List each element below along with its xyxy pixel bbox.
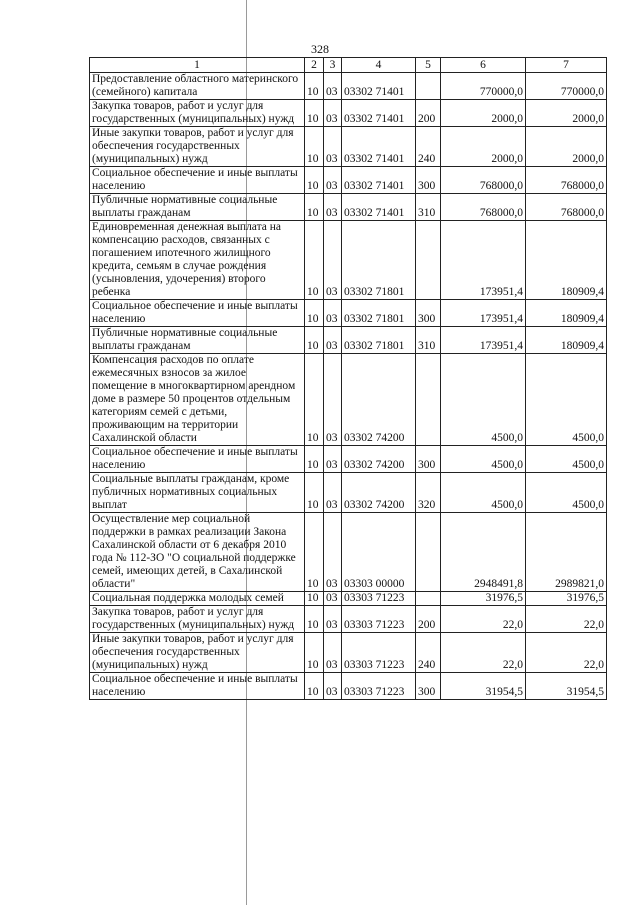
row-subsection: 03 bbox=[324, 354, 342, 446]
table-row bbox=[90, 592, 607, 606]
row-amount-year-1: 4500,0 bbox=[441, 354, 526, 446]
row-amount-year-2: 4500,0 bbox=[526, 354, 607, 446]
row-amount-year-2: 4500,0 bbox=[526, 473, 607, 513]
row-amount-year-2: 180909,4 bbox=[526, 300, 607, 327]
row-target-article: 03303 71223 bbox=[342, 633, 416, 673]
header-col-7: 7 bbox=[526, 58, 607, 73]
row-section: 10 bbox=[305, 73, 324, 100]
row-subsection: 03 bbox=[324, 300, 342, 327]
row-subsection: 03 bbox=[324, 100, 342, 127]
row-amount-year-2: 22,0 bbox=[526, 606, 607, 633]
row-name: Закупка товаров, работ и услуг для государственных (муниципальных) нужд bbox=[90, 100, 305, 127]
row-section: 10 bbox=[305, 167, 324, 194]
row-subsection: 03 bbox=[324, 127, 342, 167]
table-row bbox=[90, 473, 607, 513]
row-section: 10 bbox=[305, 513, 324, 592]
row-name: Иные закупки товаров, работ и услуг для обеспечения государственных (муниципальных) нужд bbox=[90, 127, 305, 167]
row-expense-type: 310 bbox=[416, 327, 441, 354]
row-name: Социальное обеспечение и иные выплаты населению bbox=[90, 167, 305, 194]
row-amount-year-1: 31954,5 bbox=[441, 673, 526, 700]
row-target-article: 03302 71401 bbox=[342, 194, 416, 221]
row-subsection: 03 bbox=[324, 73, 342, 100]
row-amount-year-2: 768000,0 bbox=[526, 194, 607, 221]
row-expense-type: 300 bbox=[416, 167, 441, 194]
page-number: 328 bbox=[311, 42, 329, 56]
table-row bbox=[90, 354, 607, 446]
row-target-article: 03302 74200 bbox=[342, 473, 416, 513]
table-row bbox=[90, 221, 607, 300]
row-name: Единовременная денежная выплата на компенсацию расходов, связанных с погашением ипотечного жилищного кредита, семьям в случае рождения (усыновления, удочерения) второго ребенка bbox=[90, 221, 305, 300]
row-expense-type bbox=[416, 513, 441, 592]
row-amount-year-1: 2000,0 bbox=[441, 127, 526, 167]
row-amount-year-1: 770000,0 bbox=[441, 73, 526, 100]
row-name: Осуществление мер социальной поддержки в рамках реализации Закона Сахалинской области от 6 декабря 2010 года № 112-ЗО "О социальной поддержке семей, имеющих детей, в Сахалинской области" bbox=[90, 513, 305, 592]
row-amount-year-1: 22,0 bbox=[441, 633, 526, 673]
row-amount-year-1: 173951,4 bbox=[441, 221, 526, 300]
row-amount-year-2: 2000,0 bbox=[526, 127, 607, 167]
row-name: Предоставление областного материнского (семейного) капитала bbox=[90, 73, 305, 100]
row-target-article: 03303 00000 bbox=[342, 513, 416, 592]
row-name: Закупка товаров, работ и услуг для государственных (муниципальных) нужд bbox=[90, 606, 305, 633]
table-row bbox=[90, 327, 607, 354]
row-subsection: 03 bbox=[324, 606, 342, 633]
row-amount-year-2: 2989821,0 bbox=[526, 513, 607, 592]
row-amount-year-1: 2948491,8 bbox=[441, 513, 526, 592]
row-target-article: 03302 71401 bbox=[342, 73, 416, 100]
row-target-article: 03302 71401 bbox=[342, 100, 416, 127]
row-expense-type: 240 bbox=[416, 127, 441, 167]
table-row bbox=[90, 446, 607, 473]
row-name: Иные закупки товаров, работ и услуг для обеспечения государственных (муниципальных) нужд bbox=[90, 633, 305, 673]
row-amount-year-2: 2000,0 bbox=[526, 100, 607, 127]
header-row bbox=[90, 58, 607, 73]
row-name: Социальное обеспечение и иные выплаты населению bbox=[90, 300, 305, 327]
row-expense-type: 240 bbox=[416, 633, 441, 673]
row-target-article: 03302 74200 bbox=[342, 446, 416, 473]
row-expense-type bbox=[416, 73, 441, 100]
table-row bbox=[90, 194, 607, 221]
row-amount-year-1: 4500,0 bbox=[441, 446, 526, 473]
table-row bbox=[90, 167, 607, 194]
row-amount-year-2: 4500,0 bbox=[526, 446, 607, 473]
row-section: 10 bbox=[305, 473, 324, 513]
header-col-2: 2 bbox=[305, 58, 324, 73]
row-name: Социальное обеспечение и иные выплаты населению bbox=[90, 446, 305, 473]
row-target-article: 03302 71801 bbox=[342, 300, 416, 327]
table-row bbox=[90, 300, 607, 327]
row-target-article: 03302 71801 bbox=[342, 221, 416, 300]
row-expense-type bbox=[416, 354, 441, 446]
row-section: 10 bbox=[305, 127, 324, 167]
row-target-article: 03302 74200 bbox=[342, 354, 416, 446]
row-expense-type: 300 bbox=[416, 673, 441, 700]
header-col-4: 4 bbox=[342, 58, 416, 73]
row-subsection: 03 bbox=[324, 513, 342, 592]
row-amount-year-2: 180909,4 bbox=[526, 221, 607, 300]
row-section: 10 bbox=[305, 194, 324, 221]
table-row bbox=[90, 673, 607, 700]
row-amount-year-2: 22,0 bbox=[526, 633, 607, 673]
row-expense-type: 320 bbox=[416, 473, 441, 513]
row-name: Социальная поддержка молодых семей bbox=[90, 592, 305, 606]
header-col-1: 1 bbox=[90, 58, 305, 73]
table-row bbox=[90, 606, 607, 633]
row-expense-type: 200 bbox=[416, 606, 441, 633]
row-amount-year-2: 770000,0 bbox=[526, 73, 607, 100]
row-name: Социальные выплаты гражданам, кроме публичных нормативных социальных выплат bbox=[90, 473, 305, 513]
row-section: 10 bbox=[305, 100, 324, 127]
row-amount-year-1: 31976,5 bbox=[441, 592, 526, 606]
row-amount-year-1: 768000,0 bbox=[441, 167, 526, 194]
table-row bbox=[90, 100, 607, 127]
row-expense-type bbox=[416, 592, 441, 606]
row-subsection: 03 bbox=[324, 221, 342, 300]
row-name: Компенсация расходов по оплате ежемесячных взносов за жилое помещение в многоквартирном арендном доме в размере 50 процентов отдельным категориям семей с детьми, проживающим на территории Сахалинской области bbox=[90, 354, 305, 446]
row-subsection: 03 bbox=[324, 473, 342, 513]
row-amount-year-2: 31954,5 bbox=[526, 673, 607, 700]
row-amount-year-2: 180909,4 bbox=[526, 327, 607, 354]
row-name: Социальное обеспечение и иные выплаты населению bbox=[90, 673, 305, 700]
row-expense-type: 300 bbox=[416, 300, 441, 327]
table-row bbox=[90, 633, 607, 673]
row-subsection: 03 bbox=[324, 446, 342, 473]
row-target-article: 03302 71801 bbox=[342, 327, 416, 354]
row-section: 10 bbox=[305, 446, 324, 473]
row-subsection: 03 bbox=[324, 194, 342, 221]
row-target-article: 03303 71223 bbox=[342, 673, 416, 700]
row-section: 10 bbox=[305, 327, 324, 354]
table-row bbox=[90, 513, 607, 592]
row-amount-year-1: 173951,4 bbox=[441, 327, 526, 354]
row-section: 10 bbox=[305, 673, 324, 700]
row-target-article: 03302 71401 bbox=[342, 127, 416, 167]
row-target-article: 03303 71223 bbox=[342, 592, 416, 606]
row-target-article: 03303 71223 bbox=[342, 606, 416, 633]
budget-table bbox=[89, 57, 607, 700]
row-amount-year-1: 2000,0 bbox=[441, 100, 526, 127]
row-subsection: 03 bbox=[324, 633, 342, 673]
header-col-5: 5 bbox=[416, 58, 441, 73]
row-amount-year-1: 768000,0 bbox=[441, 194, 526, 221]
row-section: 10 bbox=[305, 354, 324, 446]
row-expense-type: 200 bbox=[416, 100, 441, 127]
row-target-article: 03302 71401 bbox=[342, 167, 416, 194]
header-col-3: 3 bbox=[324, 58, 342, 73]
row-expense-type: 300 bbox=[416, 446, 441, 473]
row-subsection: 03 bbox=[324, 673, 342, 700]
row-amount-year-1: 22,0 bbox=[441, 606, 526, 633]
row-section: 10 bbox=[305, 633, 324, 673]
row-section: 10 bbox=[305, 592, 324, 606]
row-expense-type: 310 bbox=[416, 194, 441, 221]
row-amount-year-2: 31976,5 bbox=[526, 592, 607, 606]
row-name: Публичные нормативные социальные выплаты гражданам bbox=[90, 194, 305, 221]
row-section: 10 bbox=[305, 300, 324, 327]
row-amount-year-2: 768000,0 bbox=[526, 167, 607, 194]
header-col-6: 6 bbox=[441, 58, 526, 73]
table-row bbox=[90, 127, 607, 167]
row-section: 10 bbox=[305, 606, 324, 633]
row-expense-type bbox=[416, 221, 441, 300]
row-amount-year-1: 4500,0 bbox=[441, 473, 526, 513]
row-subsection: 03 bbox=[324, 592, 342, 606]
table-row bbox=[90, 73, 607, 100]
row-name: Публичные нормативные социальные выплаты гражданам bbox=[90, 327, 305, 354]
row-section: 10 bbox=[305, 221, 324, 300]
row-amount-year-1: 173951,4 bbox=[441, 300, 526, 327]
row-subsection: 03 bbox=[324, 167, 342, 194]
row-subsection: 03 bbox=[324, 327, 342, 354]
